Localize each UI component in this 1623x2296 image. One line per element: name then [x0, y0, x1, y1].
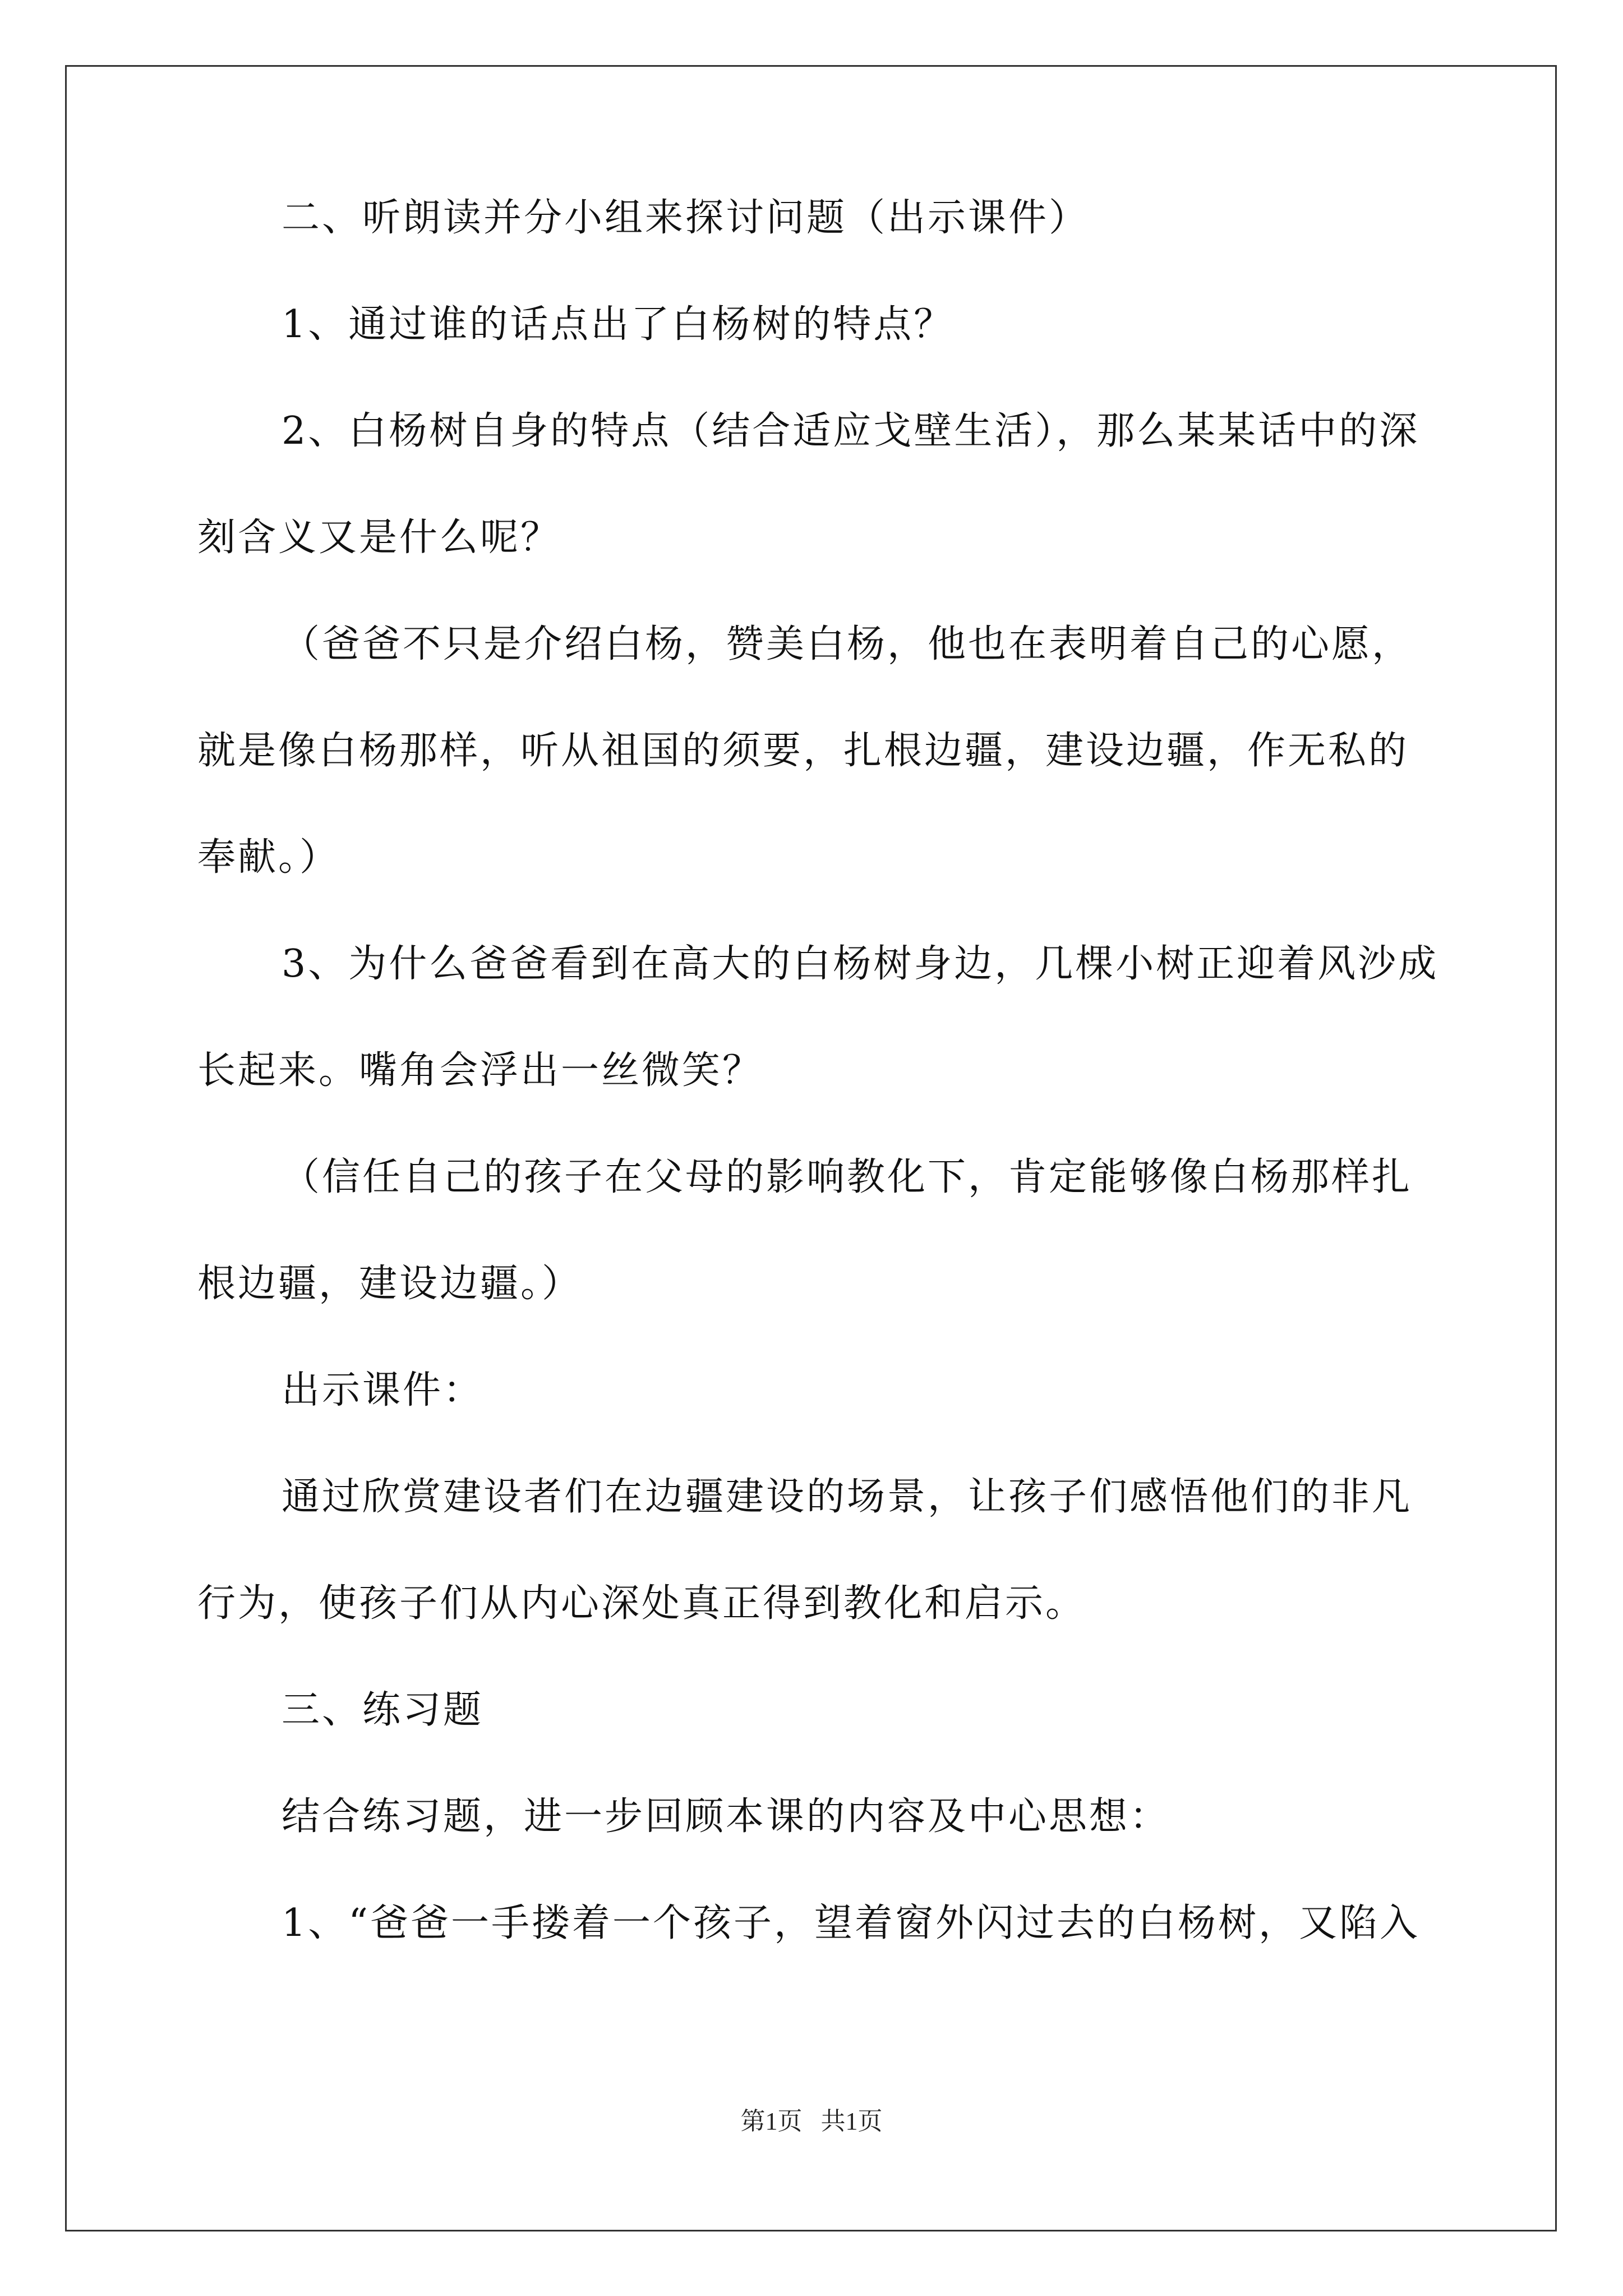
paragraph-line: 出示课件： [282, 1368, 484, 1412]
paragraph-line: 通过欣赏建设者们在边疆建设的场景，让孩子们感悟他们的非凡 [282, 1475, 1413, 1519]
paragraph-line: 3、为什么爸爸看到在高大的白杨树身边，几棵小树正迎着风沙成 [282, 942, 1439, 986]
paragraph-line: 2、白杨树自身的特点（结合适应戈壁生活），那么某某话中的深 [282, 409, 1420, 453]
paragraph-line: （爸爸不只是介绍白杨，赞美白杨，他也在表明着自己的心愿， [282, 622, 1413, 666]
paragraph-line: （信任自己的孩子在父母的影响教化下，肯定能够像白杨那样扎 [282, 1155, 1413, 1199]
paragraph-line: 长起来。嘴角会浮出一丝微笑？ [197, 1048, 763, 1093]
paragraph-line: 1、通过谁的话点出了白杨树的特点？ [282, 302, 955, 347]
paragraph-line: 1、“爸爸一手搂着一个孩子，望着窗外闪过去的白杨树，又陷入 [282, 1901, 1421, 1945]
page-number-footer: 第1页 共1页 [740, 2108, 883, 2135]
paragraph-line: 结合练习题，进一步回顾本课的内容及中心思想： [282, 1795, 1170, 1839]
paragraph-line: 就是像白杨那样，听从祖国的须要，扎根边疆，建设边疆，作无私的 [197, 729, 1409, 773]
paragraph-line: 行为，使孩子们从内心深处真正得到教化和启示。 [197, 1581, 1086, 1626]
paragraph-line: 三、练习题 [282, 1688, 484, 1732]
paragraph-line: 刻含义又是什么呢？ [197, 516, 561, 560]
paragraph-line: 根边疆，建设边疆。） [197, 1262, 583, 1306]
paragraph-line: 二、听朗读并分小组来探讨问题（出示课件） [282, 196, 1090, 240]
paragraph-line: 奉献。） [197, 835, 340, 880]
